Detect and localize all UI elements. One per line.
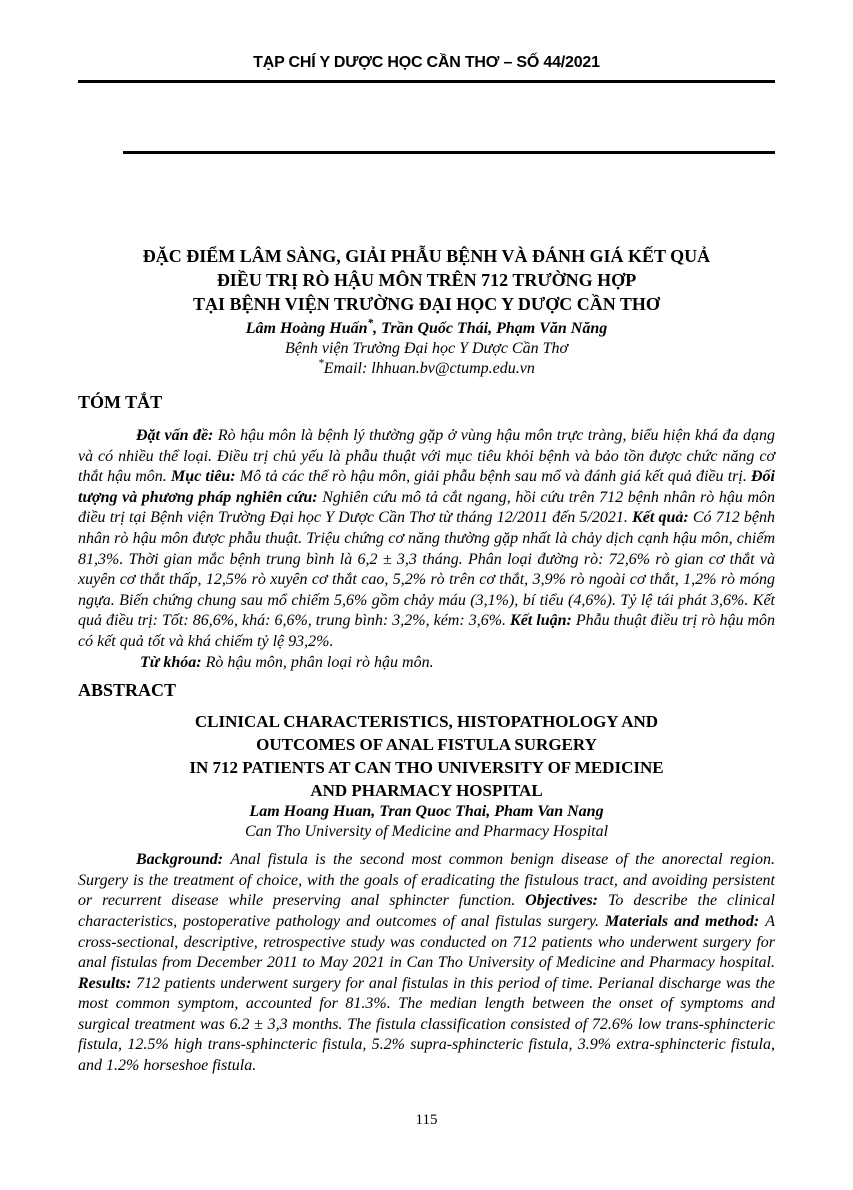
article-content (78, 0, 775, 1077)
keywords-line: Từ khóa: Rò hậu môn, phân loại rò hậu môn. (140, 653, 434, 671)
abstract-en-paragraph: Background: Anal fistula is the second most common benign disease of the anorectal region. Surgery is the treatment of choice, with the goals of eradicating the fistulous tract, and avoiding persistent or recurrent disease while preserving anal sphincter function. Objectives: To describe the clinical characteristics, postoperative pathology and outcomes of anal fistulas surgery. Materials and method: A cross-sectional, descriptive, retrospective study was conducted on 712 patients who underwent surgery for anal fistulas from December 2011 to May 2021 in Can Tho University of Medicine and Pharmacy hospital. Results: 712 patients underwent surgery for anal fistulas in this period of time. Perianal discharge was the most common symptom, accounted for 81.3%. The median length between the onset of symptoms and surgical treatment was 6.2 ± 3,3 months. The fistula classification consisted of 72.6% low trans-sphincteric fistula, 12.5% high trans-sphincteric fistula, 5.2% supra-sphincteric fistula, 3.9% extra-sphincteric fistula, and 1.2% horseshoe fistula. (78, 851, 776, 1075)
authors-en: Lam Hoang Huan, Tran Quoc Thai, Pham Van Nang (249, 803, 604, 821)
page-number: 115 (415, 1112, 438, 1128)
affiliation-vi: Bệnh viện Trường Đại học Y Dược Cần Thơ (284, 340, 569, 357)
section-heading-abstract: ABSTRACT (78, 680, 177, 701)
journal-header: TẠP CHÍ Y DƯỢC HỌC CẦN THƠ – SỐ 44/2021 (253, 54, 600, 71)
email-line: *Email: lhhuan.bv@ctump.edu.vn (318, 357, 535, 377)
section-heading-tom-tat: TÓM TẮT (78, 392, 163, 412)
article-title-vi: ĐẶC ĐIỂM LÂM SÀNG, GIẢI PHẪU BỆNH VÀ ĐÁNH GIÁ KẾT QUẢ ĐIỀU TRỊ RÒ HẬU MÔN TRÊN 712 TRƯỜNG HỢP TẠI BỆNH VIỆN TRƯỜNG ĐẠI HỌC Y DƯỢC CẦN THƠ (142, 246, 711, 314)
affiliation-en: Can Tho University of Medicine and Pharmacy Hospital (244, 823, 609, 841)
authors-vi: Lâm Hoàng Huấn*, Trần Quốc Thái, Phạm Văn Năng (245, 317, 608, 337)
abstract-vi-paragraph: Đặt vấn đề: Rò hậu môn là bệnh lý thường gặp ở vùng hậu môn trực tràng, biểu hiện khá đa dạng và có nhiều thể loại. Điều trị chủ yếu là phẫu thuật với mục tiêu khỏi bệnh và bảo tồn được chức năng cơ thắt hậu môn. Mục tiêu: Mô tả các thể rò hậu môn, giải phẫu bệnh sau mổ và đánh giá kết quả điều trị. Đối tượng và phương pháp nghiên cứu: Nghiên cứu mô tả cắt ngang, hồi cứu trên 712 bệnh nhân rò hậu môn điều trị tại Bệnh viện Trường Đại học Y Dược Cần Thơ từ tháng 12/2011 đến 5/2021. Kết quả: Có 712 bệnh nhân rò hậu môn được phẫu thuật. Triệu chứng cơ năng thường gặp nhất là chảy dịch cạnh hậu môn, chiếm 81,3%. Thời gian mắc bệnh trung bình là 6,2 ± 3,3 tháng. Phân loại đường rò: 72,6% rò gian cơ thắt và xuyên cơ thắt thấp, 12,5% rò xuyên cơ thắt cao, 5,2% rò trên cơ thắt, 3,9% rò ngoài cơ thắt, 1,2% rò móng ngựa. Biến chứng chung sau mổ chiếm 5,6% gồm chảy máu (3,1%), bí tiểu (4,6%). Tỷ lệ tái phát 3,6%. Kết quả điều trị: Tốt: 86,6%, khá: 6,6%, trung bình: 3,2%, kém: 3,6%. Kết luận: Phẫu thuật điều trị rò hậu môn có kết quả tốt và khá chiếm tỷ lệ 93,2%. (78, 427, 776, 650)
article-title-en: CLINICAL CHARACTERISTICS, HISTOPATHOLOGY AND OUTCOMES OF ANAL FISTULA SURGERY IN 712 PATIENTS AT CAN THO UNIVERSITY OF MEDICINE AND PHARMACY HOSPITAL (189, 712, 664, 801)
